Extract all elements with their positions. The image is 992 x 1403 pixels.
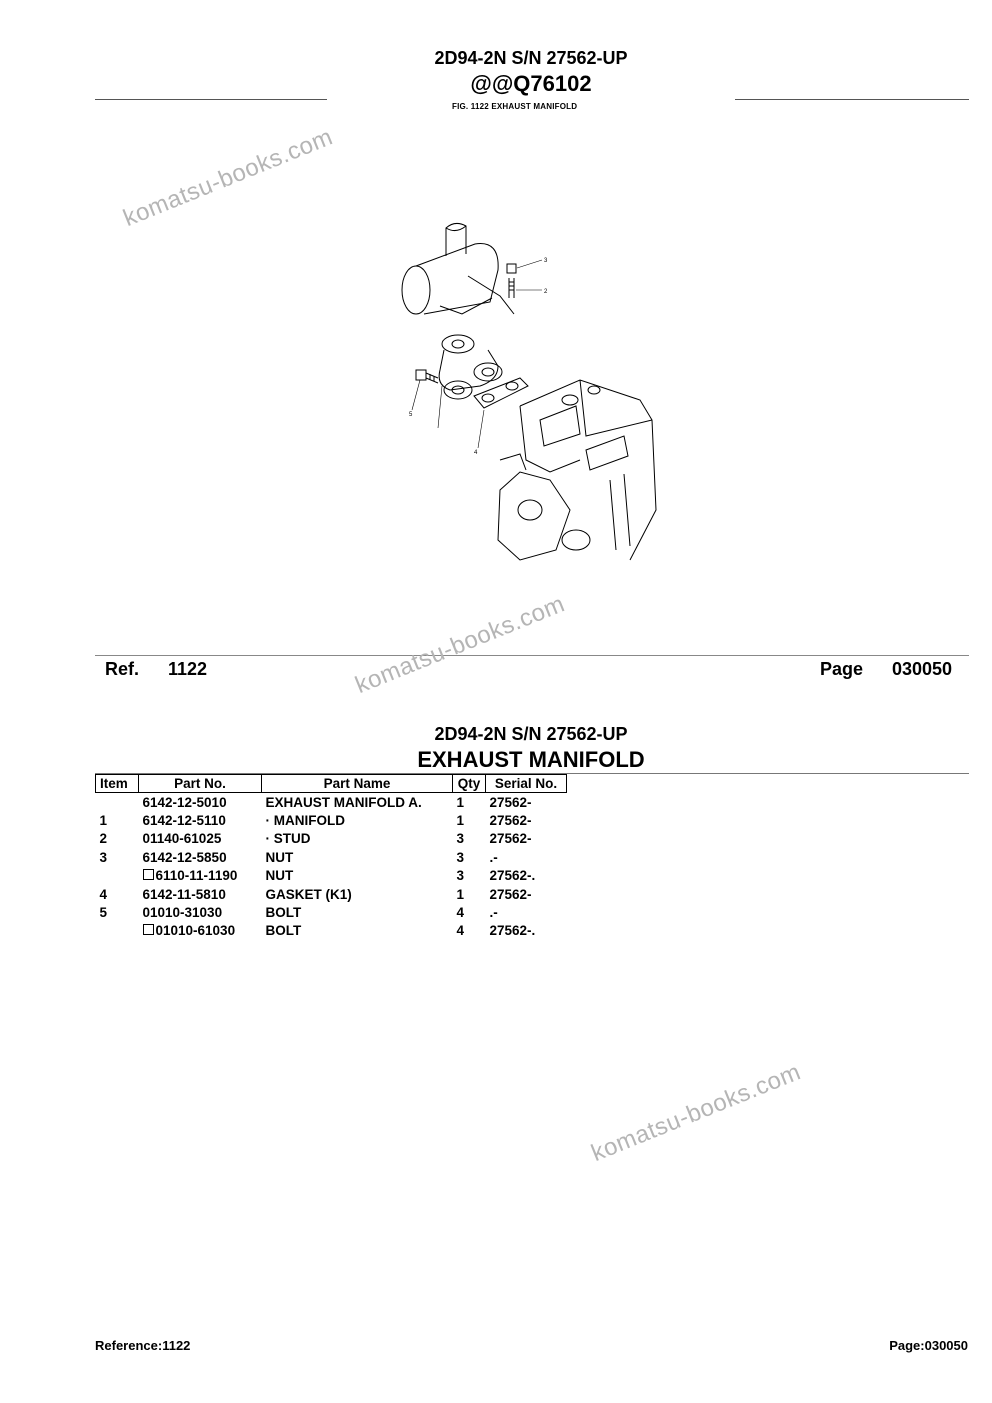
footer-page: Page:030050 <box>889 1338 968 1353</box>
cell-serial-text: 27562-. <box>489 868 536 884</box>
cell-part-name-text: NUT <box>265 868 294 884</box>
cell-part-name-text: NUT <box>265 849 294 865</box>
table-header-row <box>96 775 567 793</box>
cell-serial <box>486 848 567 866</box>
page-label: Page <box>820 659 864 679</box>
cell-part-no <box>139 867 262 885</box>
cell-item <box>96 848 139 866</box>
cell-serial-text: 27562- <box>489 831 532 847</box>
cell-part-no-text: 6110-11-1190 <box>155 868 238 884</box>
cell-item-text: 4 <box>99 886 108 902</box>
cell-serial <box>486 885 567 903</box>
alternate-part-checkbox-icon <box>143 924 154 935</box>
cell-item <box>96 830 139 848</box>
cell-item-text: 5 <box>99 905 108 921</box>
cell-part-name <box>262 848 453 866</box>
cell-serial <box>486 793 567 812</box>
cell-serial <box>486 867 567 885</box>
cell-qty-text: 4 <box>456 923 465 939</box>
cell-part-name <box>262 903 453 921</box>
manifold-part <box>439 335 502 399</box>
cell-part-no-text: 6142-12-5010 <box>142 794 227 810</box>
bolt-part <box>416 370 438 383</box>
col-partname-header: Part Name <box>262 775 453 793</box>
cell-qty-text: 1 <box>456 794 465 810</box>
cell-part-no <box>139 903 262 921</box>
ref-value: 1122 <box>168 659 208 679</box>
cell-part-name-text: EXHAUST MANIFOLD A. <box>265 794 422 810</box>
cell-serial-text: 27562- <box>489 794 532 810</box>
cell-part-name-text: GASKET (K1) <box>265 886 352 902</box>
cell-serial <box>486 922 567 940</box>
cell-serial <box>486 811 567 829</box>
cell-part-no <box>139 885 262 903</box>
cell-part-no <box>139 848 262 866</box>
table-row <box>96 922 567 940</box>
cell-part-name-text: · STUD <box>265 831 311 847</box>
table-row <box>96 830 567 848</box>
cell-qty-text: 3 <box>456 831 465 847</box>
cell-item-text: 2 <box>99 831 108 847</box>
cell-item-text: 1 <box>99 813 108 829</box>
cell-qty-text: 3 <box>456 849 465 865</box>
cell-item <box>96 811 139 829</box>
cell-qty-text: 1 <box>456 813 465 829</box>
cell-part-name-text: BOLT <box>265 923 302 939</box>
cell-item <box>96 885 139 903</box>
section-model: 2D94-2N S/N 27562-UP <box>434 724 628 744</box>
footer-reference: Reference:1122 <box>95 1338 191 1353</box>
parts-table <box>95 774 567 940</box>
gasket-part <box>474 378 528 408</box>
alternate-part-checkbox-icon <box>143 869 154 880</box>
callout-4: 4 <box>474 450 478 456</box>
cell-part-name <box>262 793 453 812</box>
table-row <box>96 848 567 866</box>
page-value: 030050 <box>892 659 953 679</box>
col-qty-header: Qty <box>453 775 486 793</box>
cell-serial-text: 27562-. <box>489 923 536 939</box>
cell-qty <box>453 811 486 829</box>
cell-qty <box>453 867 486 885</box>
cell-part-no-text: 01140-61025 <box>142 831 222 847</box>
cell-part-name-text: · MANIFOLD <box>265 813 345 829</box>
cell-serial <box>486 830 567 848</box>
cell-part-name <box>262 867 453 885</box>
cell-part-no-text: 6142-12-5110 <box>142 813 226 829</box>
cell-qty <box>453 885 486 903</box>
col-partno-header: Part No. <box>139 775 262 793</box>
cell-item-text: 3 <box>99 849 108 865</box>
table-row <box>96 811 567 829</box>
header-code: @@Q76102 <box>470 71 592 96</box>
cell-part-name <box>262 885 453 903</box>
table-row <box>96 793 567 812</box>
callout-3: 3 <box>544 258 548 264</box>
exploded-diagram <box>380 210 680 570</box>
cell-part-no-text: 6142-11-5810 <box>142 886 226 902</box>
header-rule-left <box>95 99 327 100</box>
table-row <box>96 885 567 903</box>
cell-part-name <box>262 811 453 829</box>
cell-qty <box>453 903 486 921</box>
cell-part-no-text: 01010-31030 <box>142 905 223 921</box>
cell-qty <box>453 793 486 812</box>
header-model: 2D94-2N S/N 27562-UP <box>434 48 628 68</box>
engine-block <box>498 380 656 560</box>
cell-part-no-text: 6142-12-5850 <box>142 849 227 865</box>
cell-qty <box>453 830 486 848</box>
cell-qty-text: 3 <box>456 868 465 884</box>
watermark-3: komatsu-books.com <box>587 1058 805 1168</box>
watermark-1: komatsu-books.com <box>119 123 337 233</box>
ref-label: Ref. <box>105 659 140 679</box>
cell-part-no <box>139 922 262 940</box>
cell-part-name <box>262 922 453 940</box>
cell-qty-text: 1 <box>456 886 465 902</box>
cell-item <box>96 793 139 812</box>
muffler-part <box>402 223 514 314</box>
table-row <box>96 903 567 921</box>
cell-item <box>96 867 139 885</box>
col-serial-header: Serial No. <box>486 775 567 793</box>
cell-qty-text: 4 <box>456 905 465 921</box>
cell-part-no <box>139 793 262 812</box>
cell-serial-text: 27562- <box>489 886 532 902</box>
stud-nut-part <box>507 264 516 298</box>
cell-qty <box>453 848 486 866</box>
cell-item <box>96 922 139 940</box>
cell-part-name-text: BOLT <box>265 905 302 921</box>
figure-caption: FIG. 1122 EXHAUST MANIFOLD <box>452 102 578 111</box>
section-title: EXHAUST MANIFOLD <box>417 747 645 772</box>
callout-2: 2 <box>544 289 548 295</box>
col-item-header: Item <box>96 775 139 793</box>
cell-part-no-text: 01010-61030 <box>155 923 236 939</box>
ref-rule <box>95 655 969 656</box>
watermark-2: komatsu-books.com <box>351 590 569 700</box>
cell-serial-text: .- <box>489 849 498 865</box>
cell-part-name <box>262 830 453 848</box>
cell-serial-text: 27562- <box>489 813 532 829</box>
header-rule-right <box>735 99 969 100</box>
cell-item <box>96 903 139 921</box>
leader-lines <box>412 260 542 448</box>
cell-part-no <box>139 811 262 829</box>
cell-part-no <box>139 830 262 848</box>
cell-serial-text: .- <box>489 905 498 921</box>
cell-serial <box>486 903 567 921</box>
table-row <box>96 867 567 885</box>
callout-5: 5 <box>409 412 413 418</box>
cell-qty <box>453 922 486 940</box>
